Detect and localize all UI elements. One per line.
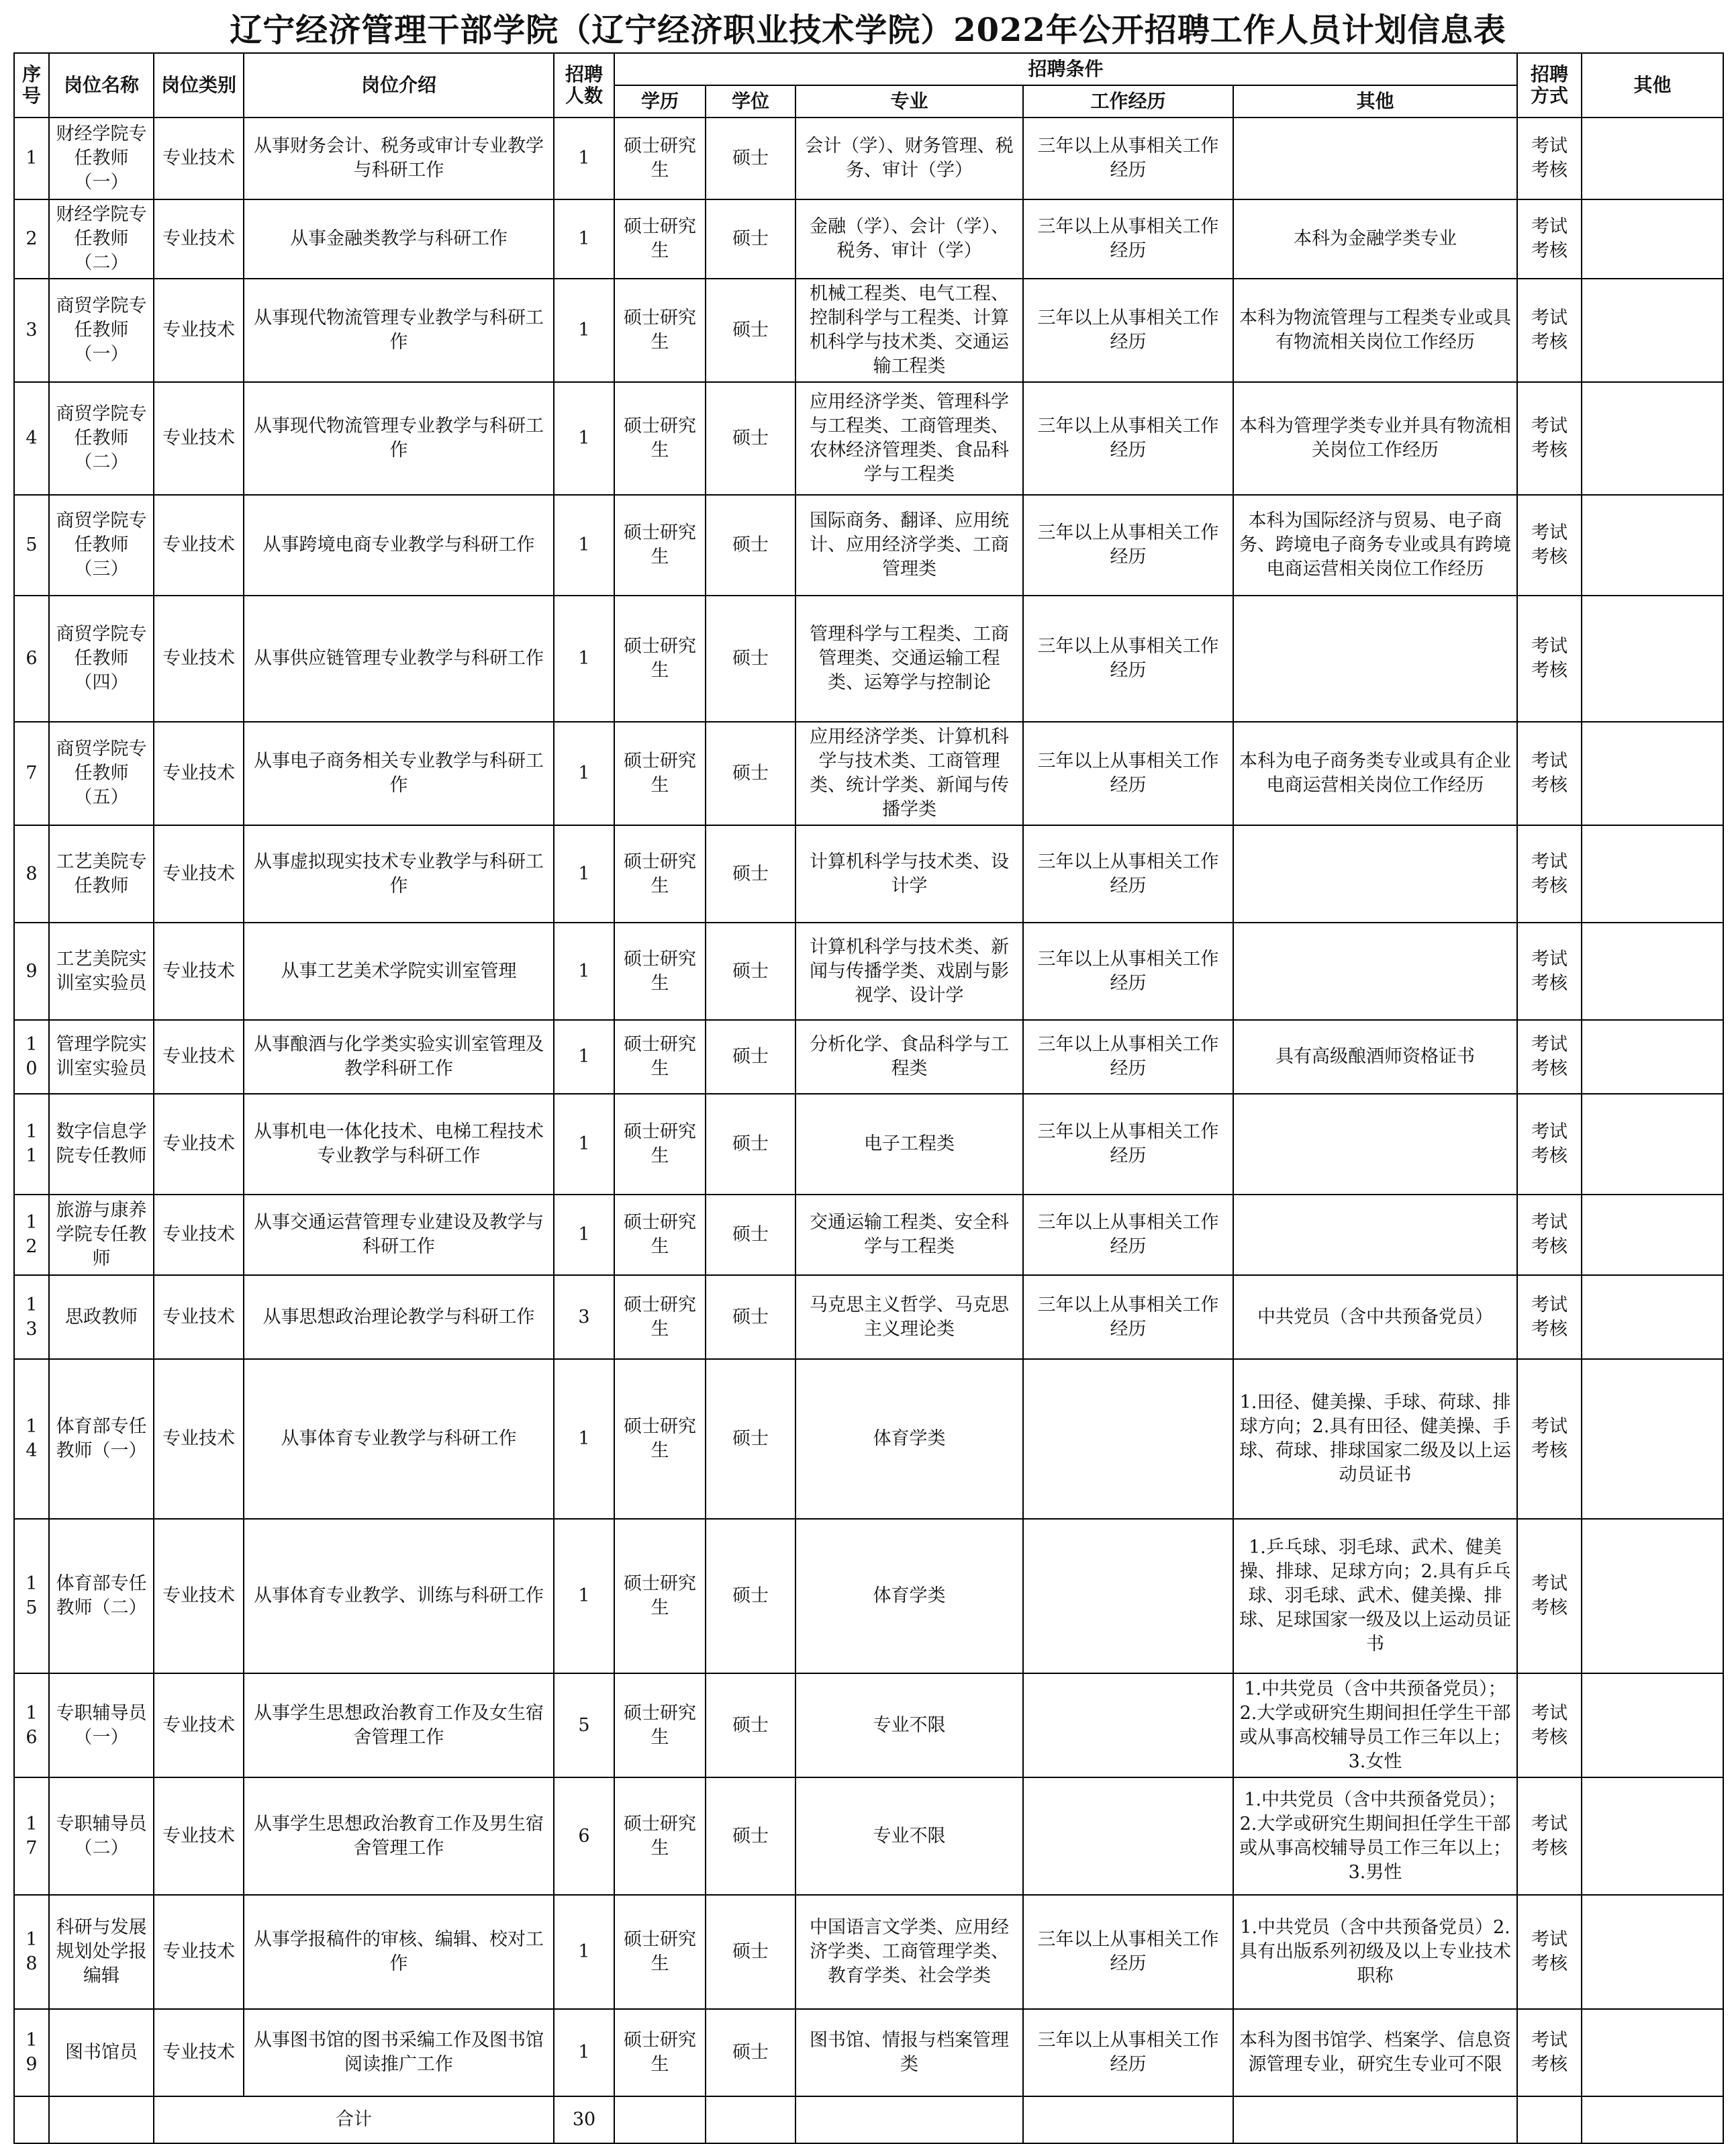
cell-cond-other: 具有高级酿酒师资格证书 — [1233, 1020, 1517, 1094]
cell-major: 管理科学与工程类、工商管理类、交通运输工程类、运筹学与控制论 — [795, 596, 1023, 722]
cell-major: 体育学类 — [795, 1519, 1023, 1673]
cell-experience: 三年以上从事相关工作经历 — [1023, 495, 1233, 596]
cell-category: 专业技术 — [154, 118, 244, 199]
cell-seq: 19 — [14, 2009, 49, 2096]
cell-method: 考试考核 — [1517, 1673, 1582, 1777]
cell-intro: 从事跨境电商专业教学与科研工作 — [244, 495, 554, 596]
cell-education: 硕士研究生 — [614, 825, 706, 923]
total-empty-seq — [14, 2096, 49, 2143]
cell-experience: 三年以上从事相关工作经历 — [1023, 1275, 1233, 1359]
cell-method: 考试考核 — [1517, 118, 1582, 199]
cell-education: 硕士研究生 — [614, 279, 706, 382]
cell-other — [1582, 1673, 1723, 1777]
table-row — [14, 825, 1723, 923]
cell-other — [1582, 1195, 1723, 1275]
total-empty-edu — [614, 2096, 706, 2143]
cell-position-name: 管理学院实训室实验员 — [49, 1020, 154, 1094]
header-count: 招聘人数 — [554, 53, 614, 118]
cell-seq: 14 — [14, 1359, 49, 1519]
cell-cond-other: 1.中共党员（含中共预备党员）；2.大学或研究生期间担任学生干部或从事高校辅导员工作三年以上；3.女性 — [1233, 1673, 1517, 1777]
cell-degree: 硕士 — [706, 1895, 795, 2009]
cell-other — [1582, 1359, 1723, 1519]
cell-intro: 从事供应链管理专业教学与科研工作 — [244, 596, 554, 722]
cell-major: 应用经济学类、管理科学与工程类、工商管理类、农林经济管理类、食品科学与工程类 — [795, 382, 1023, 495]
cell-count: 3 — [554, 1275, 614, 1359]
table-row — [14, 279, 1723, 382]
cell-other — [1582, 722, 1723, 825]
cell-seq: 11 — [14, 1094, 49, 1195]
cell-major: 国际商务、翻译、应用统计、应用经济学类、工商管理类 — [795, 495, 1023, 596]
cell-other — [1582, 596, 1723, 722]
header-degree: 学位 — [706, 85, 795, 118]
cell-intro: 从事虚拟现实技术专业教学与科研工作 — [244, 825, 554, 923]
cell-intro: 从事交通运营管理专业建设及教学与科研工作 — [244, 1195, 554, 1275]
table-row — [14, 495, 1723, 596]
cell-method: 考试考核 — [1517, 596, 1582, 722]
cell-cond-other — [1233, 596, 1517, 722]
cell-education: 硕士研究生 — [614, 1777, 706, 1895]
cell-category: 专业技术 — [154, 1094, 244, 1195]
cell-other — [1582, 1519, 1723, 1673]
cell-education: 硕士研究生 — [614, 923, 706, 1020]
cell-experience: 三年以上从事相关工作经历 — [1023, 199, 1233, 279]
cell-intro: 从事学报稿件的审核、编辑、校对工作 — [244, 1895, 554, 2009]
cell-seq: 10 — [14, 1020, 49, 1094]
header-other: 其他 — [1582, 53, 1723, 118]
cell-seq: 13 — [14, 1275, 49, 1359]
table-row — [14, 382, 1723, 495]
cell-major: 中国语言文学类、应用经济学类、工商管理学类、教育学类、社会学类 — [795, 1895, 1023, 2009]
cell-intro: 从事现代物流管理专业教学与科研工作 — [244, 279, 554, 382]
cell-education: 硕士研究生 — [614, 1673, 706, 1777]
cell-degree: 硕士 — [706, 382, 795, 495]
cell-degree: 硕士 — [706, 1777, 795, 1895]
cell-category: 专业技术 — [154, 1359, 244, 1519]
header-major: 专业 — [795, 85, 1023, 118]
cell-other — [1582, 382, 1723, 495]
cell-method: 考试考核 — [1517, 1094, 1582, 1195]
cell-degree: 硕士 — [706, 118, 795, 199]
cell-cond-other: 1.乒乓球、羽毛球、武术、健美操、排球、足球方向；2.具有乒乓球、羽毛球、武术、健美操、排球、足球国家一级及以上运动员证书 — [1233, 1519, 1517, 1673]
cell-seq: 8 — [14, 825, 49, 923]
cell-intro: 从事电子商务相关专业教学与科研工作 — [244, 722, 554, 825]
cell-position-name: 商贸学院专任教师（三） — [49, 495, 154, 596]
cell-seq: 6 — [14, 596, 49, 722]
cell-experience: 三年以上从事相关工作经历 — [1023, 923, 1233, 1020]
table-row — [14, 1020, 1723, 1094]
cell-intro: 从事金融类教学与科研工作 — [244, 199, 554, 279]
cell-category: 专业技术 — [154, 1275, 244, 1359]
cell-cond-other: 1.中共党员（含中共预备党员）2.具有出版系列初级及以上专业技术职称 — [1233, 1895, 1517, 2009]
cell-major: 计算机科学与技术类、新闻与传播学类、戏剧与影视学、设计学 — [795, 923, 1023, 1020]
cell-degree: 硕士 — [706, 1673, 795, 1777]
cell-position-name: 工艺美院专任教师 — [49, 825, 154, 923]
total-empty-method — [1517, 2096, 1582, 2143]
header-conditions: 招聘条件 — [614, 53, 1517, 85]
cell-education: 硕士研究生 — [614, 118, 706, 199]
cell-education: 硕士研究生 — [614, 1094, 706, 1195]
cell-category: 专业技术 — [154, 279, 244, 382]
cell-method: 考试考核 — [1517, 1195, 1582, 1275]
cell-count: 1 — [554, 495, 614, 596]
cell-cond-other: 中共党员（含中共预备党员） — [1233, 1275, 1517, 1359]
cell-education: 硕士研究生 — [614, 1895, 706, 2009]
table-row — [14, 1519, 1723, 1673]
cell-experience: 三年以上从事相关工作经历 — [1023, 722, 1233, 825]
total-empty-exp — [1023, 2096, 1233, 2143]
cell-major: 马克思主义哲学、马克思主义理论类 — [795, 1275, 1023, 1359]
cell-other — [1582, 1275, 1723, 1359]
cell-seq: 16 — [14, 1673, 49, 1777]
cell-category: 专业技术 — [154, 2009, 244, 2096]
cell-cond-other: 1.中共党员（含中共预备党员）；2.大学或研究生期间担任学生干部或从事高校辅导员工作三年以上；3.男性 — [1233, 1777, 1517, 1895]
table-row — [14, 2009, 1723, 2096]
cell-position-name: 专职辅导员（一） — [49, 1673, 154, 1777]
cell-other — [1582, 2009, 1723, 2096]
page-title: 辽宁经济管理干部学院（辽宁经济职业技术学院）2022年公开招聘工作人员计划信息表 — [230, 11, 1506, 49]
cell-category: 专业技术 — [154, 923, 244, 1020]
cell-cond-other — [1233, 118, 1517, 199]
cell-degree: 硕士 — [706, 923, 795, 1020]
cell-position-name: 商贸学院专任教师（五） — [49, 722, 154, 825]
cell-education: 硕士研究生 — [614, 1519, 706, 1673]
cell-cond-other: 1.田径、健美操、手球、荷球、排球方向；2.具有田径、健美操、手球、荷球、排球国家二级及以上运动员证书 — [1233, 1359, 1517, 1519]
cell-major: 图书馆、情报与档案管理类 — [795, 2009, 1023, 2096]
cell-education: 硕士研究生 — [614, 596, 706, 722]
total-empty-cond — [1233, 2096, 1517, 2143]
cell-cond-other: 本科为金融学类专业 — [1233, 199, 1517, 279]
cell-other — [1582, 923, 1723, 1020]
cell-method: 考试考核 — [1517, 1275, 1582, 1359]
cell-category: 专业技术 — [154, 495, 244, 596]
cell-cond-other: 本科为图书馆学、档案学、信息资源管理专业，研究生专业可不限 — [1233, 2009, 1517, 2096]
cell-other — [1582, 1895, 1723, 2009]
cell-cond-other — [1233, 1094, 1517, 1195]
table-row — [14, 1777, 1723, 1895]
cell-other — [1582, 279, 1723, 382]
cell-other — [1582, 825, 1723, 923]
cell-education: 硕士研究生 — [614, 722, 706, 825]
cell-category: 专业技术 — [154, 1195, 244, 1275]
cell-degree: 硕士 — [706, 199, 795, 279]
cell-seq: 9 — [14, 923, 49, 1020]
cell-experience: 三年以上从事相关工作经历 — [1023, 382, 1233, 495]
cell-count: 6 — [554, 1777, 614, 1895]
cell-cond-other: 本科为电子商务类专业或具有企业电商运营相关岗位工作经历 — [1233, 722, 1517, 825]
cell-experience: 三年以上从事相关工作经历 — [1023, 1094, 1233, 1195]
cell-position-name: 商贸学院专任教师（一） — [49, 279, 154, 382]
table-row — [14, 722, 1723, 825]
cell-other — [1582, 1777, 1723, 1895]
cell-method: 考试考核 — [1517, 722, 1582, 825]
cell-method: 考试考核 — [1517, 495, 1582, 596]
cell-experience: 三年以上从事相关工作经历 — [1023, 118, 1233, 199]
cell-count: 1 — [554, 118, 614, 199]
cell-seq: 3 — [14, 279, 49, 382]
cell-count: 1 — [554, 1094, 614, 1195]
cell-major: 专业不限 — [795, 1673, 1023, 1777]
cell-other — [1582, 118, 1723, 199]
header-position-name: 岗位名称 — [49, 53, 154, 118]
cell-category: 专业技术 — [154, 1519, 244, 1673]
table-row — [14, 199, 1723, 279]
cell-education: 硕士研究生 — [614, 1359, 706, 1519]
cell-position-name: 财经学院专任教师（一） — [49, 118, 154, 199]
cell-method: 考试考核 — [1517, 1519, 1582, 1673]
cell-category: 专业技术 — [154, 199, 244, 279]
cell-major: 交通运输工程类、安全科学与工程类 — [795, 1195, 1023, 1275]
cell-degree: 硕士 — [706, 279, 795, 382]
table-row — [14, 1895, 1723, 2009]
cell-other — [1582, 199, 1723, 279]
cell-count: 1 — [554, 2009, 614, 2096]
cell-position-name: 旅游与康养学院专任教师 — [49, 1195, 154, 1275]
cell-cond-other — [1233, 923, 1517, 1020]
cell-seq: 2 — [14, 199, 49, 279]
cell-category: 专业技术 — [154, 1777, 244, 1895]
cell-count: 1 — [554, 722, 614, 825]
cell-cond-other: 本科为物流管理与工程类专业或具有物流相关岗位工作经历 — [1233, 279, 1517, 382]
table-row — [14, 596, 1723, 722]
cell-method: 考试考核 — [1517, 1359, 1582, 1519]
cell-experience — [1023, 1519, 1233, 1673]
cell-experience: 三年以上从事相关工作经历 — [1023, 279, 1233, 382]
cell-education: 硕士研究生 — [614, 199, 706, 279]
cell-method: 考试考核 — [1517, 1020, 1582, 1094]
cell-degree: 硕士 — [706, 1195, 795, 1275]
table-row — [14, 1275, 1723, 1359]
cell-other — [1582, 1020, 1723, 1094]
cell-count: 1 — [554, 279, 614, 382]
cell-intro: 从事财务会计、税务或审计专业教学与科研工作 — [244, 118, 554, 199]
cell-experience — [1023, 1673, 1233, 1777]
cell-major: 分析化学、食品科学与工程类 — [795, 1020, 1023, 1094]
cell-experience: 三年以上从事相关工作经历 — [1023, 596, 1233, 722]
cell-cond-other: 本科为管理学类专业并具有物流相关岗位工作经历 — [1233, 382, 1517, 495]
cell-other — [1582, 495, 1723, 596]
cell-experience: 三年以上从事相关工作经历 — [1023, 1020, 1233, 1094]
cell-position-name: 体育部专任教师（一） — [49, 1359, 154, 1519]
cell-experience: 三年以上从事相关工作经历 — [1023, 825, 1233, 923]
header-education: 学历 — [614, 85, 706, 118]
cell-category: 专业技术 — [154, 825, 244, 923]
header-experience: 工作经历 — [1023, 85, 1233, 118]
cell-count: 1 — [554, 1359, 614, 1519]
cell-experience — [1023, 1777, 1233, 1895]
cell-degree: 硕士 — [706, 722, 795, 825]
cell-method: 考试考核 — [1517, 825, 1582, 923]
cell-degree: 硕士 — [706, 1094, 795, 1195]
cell-education: 硕士研究生 — [614, 1275, 706, 1359]
cell-category: 专业技术 — [154, 596, 244, 722]
cell-category: 专业技术 — [154, 1020, 244, 1094]
cell-count: 1 — [554, 596, 614, 722]
cell-count: 1 — [554, 382, 614, 495]
cell-major: 计算机科学与技术类、设计学 — [795, 825, 1023, 923]
cell-degree: 硕士 — [706, 596, 795, 722]
cell-education: 硕士研究生 — [614, 495, 706, 596]
cell-degree: 硕士 — [706, 1275, 795, 1359]
cell-category: 专业技术 — [154, 1673, 244, 1777]
cell-count: 1 — [554, 1195, 614, 1275]
cell-position-name: 图书馆员 — [49, 2009, 154, 2096]
cell-experience: 三年以上从事相关工作经历 — [1023, 1195, 1233, 1275]
cell-intro: 从事工艺美术学院实训室管理 — [244, 923, 554, 1020]
cell-major: 应用经济学类、计算机科学与技术类、工商管理类、统计学类、新闻与传播学类 — [795, 722, 1023, 825]
total-empty-other — [1582, 2096, 1723, 2143]
table-row — [14, 1673, 1723, 1777]
cell-count: 5 — [554, 1673, 614, 1777]
cell-intro: 从事思想政治理论教学与科研工作 — [244, 1275, 554, 1359]
cell-method: 考试考核 — [1517, 1895, 1582, 2009]
cell-experience: 三年以上从事相关工作经历 — [1023, 1895, 1233, 2009]
cell-method: 考试考核 — [1517, 1777, 1582, 1895]
cell-seq: 1 — [14, 118, 49, 199]
cell-major: 会计（学）、财务管理、税务、审计（学） — [795, 118, 1023, 199]
total-count: 30 — [554, 2096, 614, 2143]
total-empty-name — [49, 2096, 154, 2143]
cell-degree: 硕士 — [706, 1519, 795, 1673]
cell-intro: 从事图书馆的图书采编工作及图书馆阅读推广工作 — [244, 2009, 554, 2096]
cell-major: 机械工程类、电气工程、控制科学与工程类、计算机科学与技术类、交通运输工程类 — [795, 279, 1023, 382]
cell-method: 考试考核 — [1517, 382, 1582, 495]
cell-count: 1 — [554, 923, 614, 1020]
cell-degree: 硕士 — [706, 825, 795, 923]
cell-position-name: 工艺美院实训室实验员 — [49, 923, 154, 1020]
total-row — [14, 2096, 1723, 2143]
cell-education: 硕士研究生 — [614, 1195, 706, 1275]
cell-position-name: 科研与发展规划处学报编辑 — [49, 1895, 154, 2009]
recruitment-table — [13, 52, 1724, 2144]
header-cond-other: 其他 — [1233, 85, 1517, 118]
cell-intro: 从事体育专业教学与科研工作 — [244, 1359, 554, 1519]
cell-education: 硕士研究生 — [614, 382, 706, 495]
cell-major: 专业不限 — [795, 1777, 1023, 1895]
cell-major: 电子工程类 — [795, 1094, 1023, 1195]
cell-seq: 4 — [14, 382, 49, 495]
table-row — [14, 1195, 1723, 1275]
cell-major: 体育学类 — [795, 1359, 1023, 1519]
cell-count: 1 — [554, 1020, 614, 1094]
total-empty-major — [795, 2096, 1023, 2143]
cell-seq: 12 — [14, 1195, 49, 1275]
cell-position-name: 商贸学院专任教师（二） — [49, 382, 154, 495]
cell-count: 1 — [554, 825, 614, 923]
cell-seq: 18 — [14, 1895, 49, 2009]
cell-seq: 15 — [14, 1519, 49, 1673]
cell-degree: 硕士 — [706, 1020, 795, 1094]
header-category: 岗位类别 — [154, 53, 244, 118]
cell-intro: 从事学生思想政治教育工作及男生宿舍管理工作 — [244, 1777, 554, 1895]
cell-method: 考试考核 — [1517, 279, 1582, 382]
cell-education: 硕士研究生 — [614, 1020, 706, 1094]
header-method: 招聘方式 — [1517, 53, 1582, 118]
table-row — [14, 118, 1723, 199]
cell-degree: 硕士 — [706, 2009, 795, 2096]
cell-seq: 7 — [14, 722, 49, 825]
total-label: 合计 — [154, 2096, 554, 2143]
cell-position-name: 思政教师 — [49, 1275, 154, 1359]
cell-position-name: 财经学院专任教师（二） — [49, 199, 154, 279]
cell-category: 专业技术 — [154, 382, 244, 495]
cell-cond-other — [1233, 1195, 1517, 1275]
cell-cond-other — [1233, 825, 1517, 923]
cell-intro: 从事体育专业教学、训练与科研工作 — [244, 1519, 554, 1673]
cell-degree: 硕士 — [706, 495, 795, 596]
table-row — [14, 1359, 1723, 1519]
cell-position-name: 体育部专任教师（二） — [49, 1519, 154, 1673]
cell-education: 硕士研究生 — [614, 2009, 706, 2096]
cell-count: 1 — [554, 1519, 614, 1673]
cell-category: 专业技术 — [154, 1895, 244, 2009]
cell-category: 专业技术 — [154, 722, 244, 825]
cell-method: 考试考核 — [1517, 2009, 1582, 2096]
cell-intro: 从事现代物流管理专业教学与科研工作 — [244, 382, 554, 495]
cell-seq: 5 — [14, 495, 49, 596]
cell-degree: 硕士 — [706, 1359, 795, 1519]
cell-position-name: 专职辅导员（二） — [49, 1777, 154, 1895]
cell-method: 考试考核 — [1517, 923, 1582, 1020]
table-row — [14, 923, 1723, 1020]
header-seq: 序号 — [14, 53, 49, 118]
cell-intro: 从事学生思想政治教育工作及女生宿舍管理工作 — [244, 1673, 554, 1777]
cell-intro: 从事机电一体化技术、电梯工程技术专业教学与科研工作 — [244, 1094, 554, 1195]
cell-experience: 三年以上从事相关工作经历 — [1023, 2009, 1233, 2096]
total-empty-degree — [706, 2096, 795, 2143]
cell-position-name: 商贸学院专任教师（四） — [49, 596, 154, 722]
cell-method: 考试考核 — [1517, 199, 1582, 279]
cell-position-name: 数字信息学院专任教师 — [49, 1094, 154, 1195]
table-body — [14, 118, 1723, 2096]
cell-major: 金融（学）、会计（学）、税务、审计（学） — [795, 199, 1023, 279]
cell-cond-other: 本科为国际经济与贸易、电子商务、跨境电子商务专业或具有跨境电商运营相关岗位工作经历 — [1233, 495, 1517, 596]
table-row — [14, 1094, 1723, 1195]
cell-seq: 17 — [14, 1777, 49, 1895]
cell-other — [1582, 1094, 1723, 1195]
cell-intro: 从事酿酒与化学类实验实训室管理及教学科研工作 — [244, 1020, 554, 1094]
cell-experience — [1023, 1359, 1233, 1519]
cell-count: 1 — [554, 199, 614, 279]
header-intro: 岗位介绍 — [244, 53, 554, 118]
cell-count: 1 — [554, 1895, 614, 2009]
